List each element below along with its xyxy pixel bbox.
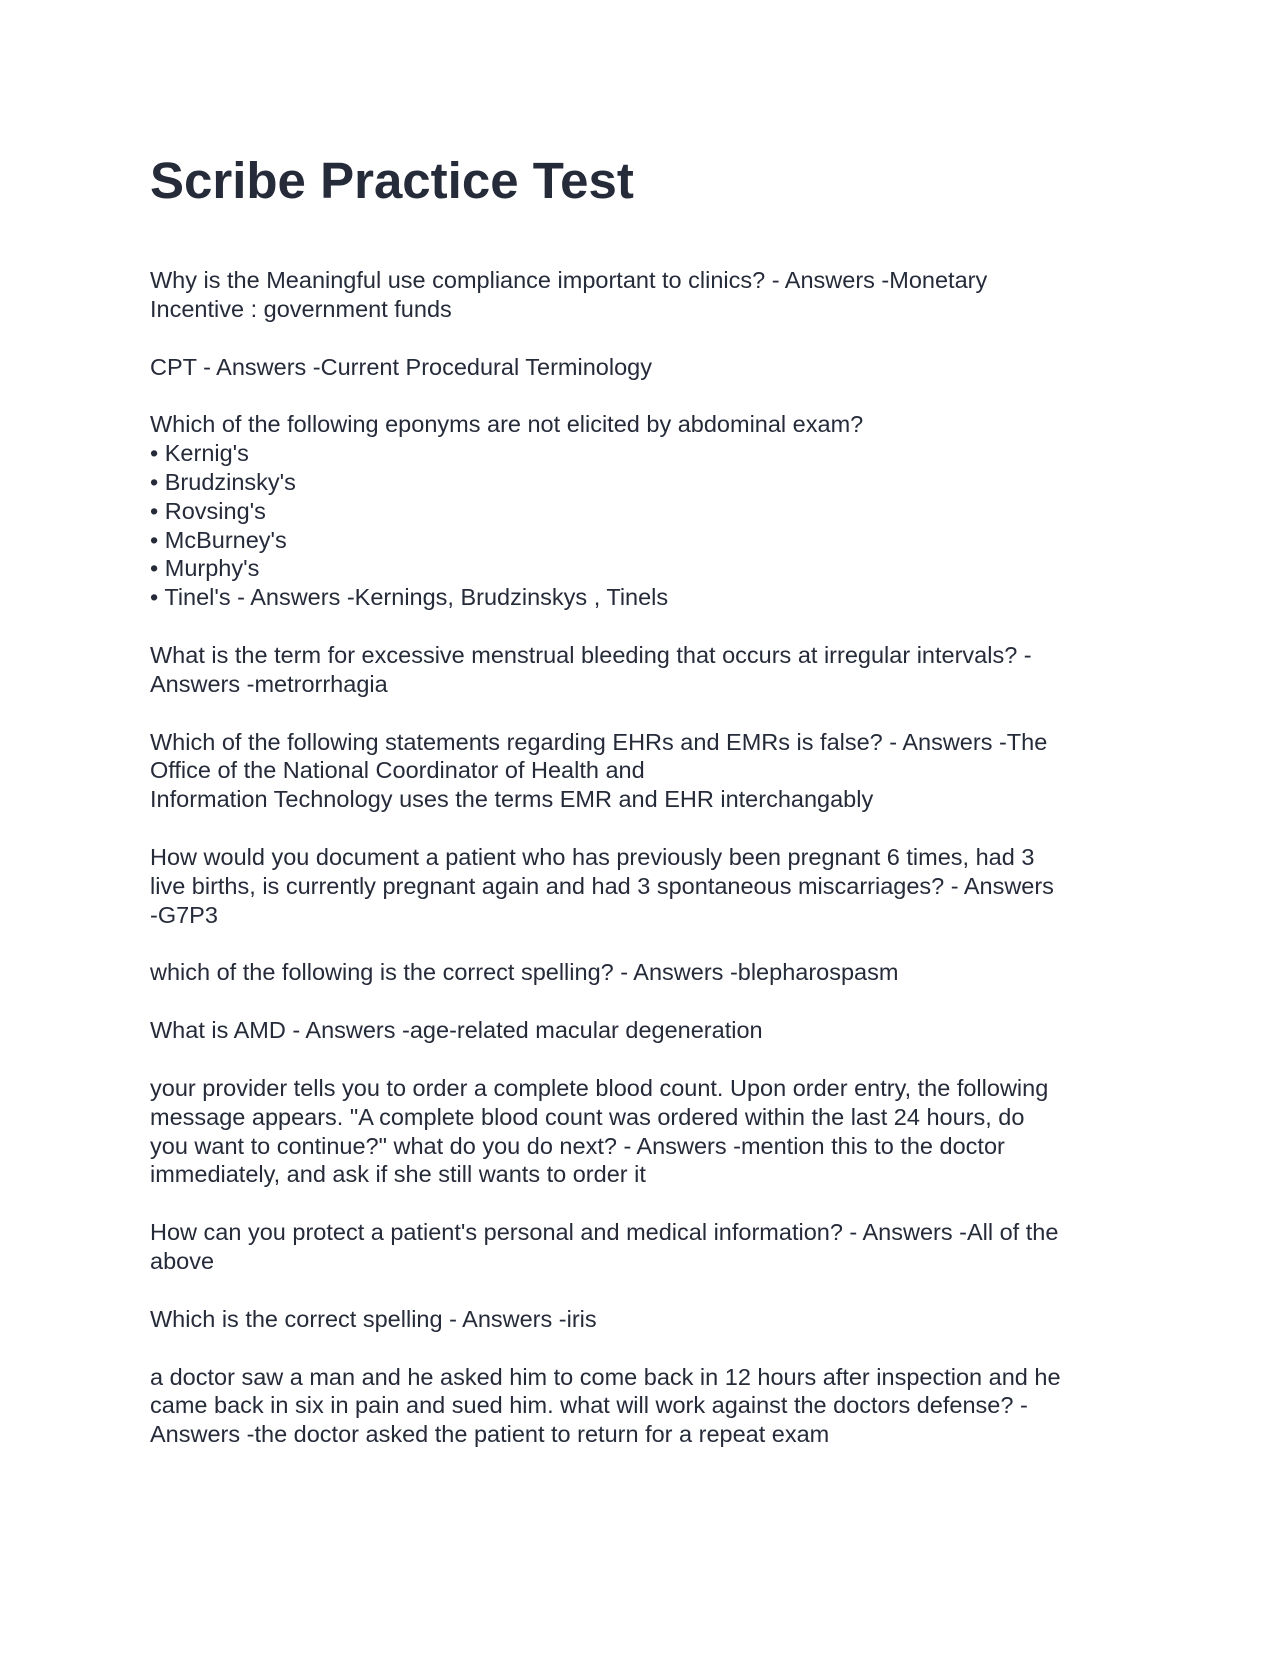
qa-item — [150, 1218, 1130, 1276]
page-title: Scribe Practice Test — [150, 152, 634, 209]
qa-item — [150, 1363, 1130, 1449]
qa-item — [150, 843, 1130, 929]
qa-item — [150, 410, 1130, 612]
qa-line: CPT - Answers -Current Procedural Terminology — [150, 353, 652, 380]
qa-line: What is the term for excessive menstrual bleeding that occurs at irregular intervals? - — [150, 641, 1032, 668]
qa-line: -G7P3 — [150, 901, 218, 928]
qa-line: you want to continue?" what do you do next? - Answers -mention this to the doctor — [150, 1132, 1005, 1159]
qa-line: Answers -metrorrhagia — [150, 670, 388, 697]
qa-item — [150, 728, 1130, 814]
qa-line: your provider tells you to order a complete blood count. Upon order entry, the following — [150, 1074, 1049, 1101]
qa-line: above — [150, 1247, 215, 1274]
qa-line: live births, is currently pregnant again and had 3 spontaneous miscarriages? - Answers — [150, 872, 1054, 899]
qa-line: a doctor saw a man and he asked him to come back in 12 hours after inspection and he — [150, 1363, 1061, 1390]
qa-line: immediately, and ask if she still wants to order it — [150, 1161, 646, 1188]
qa-line: Incentive : government funds — [150, 295, 452, 322]
qa-line: Which is the correct spelling - Answers -iris — [150, 1305, 597, 1332]
qa-line: • Rovsing's — [150, 497, 266, 524]
qa-line: Which of the following eponyms are not elicited by abdominal exam? — [150, 411, 864, 438]
qa-item — [150, 1016, 1130, 1045]
qa-line: • Kernig's — [150, 440, 249, 467]
qa-line: • Brudzinsky's — [150, 468, 296, 495]
qa-line: message appears. "A complete blood count was ordered within the last 24 hours, do — [150, 1103, 1025, 1130]
qa-line: came back in six in pain and sued him. what will work against the doctors defense? - — [150, 1392, 1028, 1419]
document-page — [150, 148, 1130, 1478]
qa-item — [150, 266, 1130, 324]
qa-item — [150, 1074, 1130, 1189]
qa-line: which of the following is the correct spelling? - Answers -blepharospasm — [150, 959, 899, 986]
qa-line: Answers -the doctor asked the patient to return for a repeat exam — [150, 1421, 830, 1448]
qa-item — [150, 1305, 1130, 1334]
qa-line: Which of the following statements regarding EHRs and EMRs is false? - Answers -The — [150, 728, 1048, 755]
qa-line: • Murphy's — [150, 555, 260, 582]
qa-list — [150, 266, 1130, 1449]
qa-line: Office of the National Coordinator of Health and — [150, 757, 645, 784]
qa-item — [150, 641, 1130, 699]
qa-line: • McBurney's — [150, 526, 287, 553]
qa-line: • Tinel's - Answers -Kernings, Brudzinskys , Tinels — [150, 584, 669, 611]
qa-item — [150, 353, 1130, 382]
qa-line: Why is the Meaningful use compliance important to clinics? - Answers -Monetary — [150, 267, 988, 293]
qa-line: How would you document a patient who has previously been pregnant 6 times, had 3 — [150, 843, 1035, 870]
qa-line: Information Technology uses the terms EMR and EHR interchangably — [150, 786, 874, 813]
qa-line: What is AMD - Answers -age-related macular degeneration — [150, 1017, 763, 1044]
qa-item — [150, 958, 1130, 987]
qa-line: How can you protect a patient's personal and medical information? - Answers -All of the — [150, 1219, 1059, 1246]
